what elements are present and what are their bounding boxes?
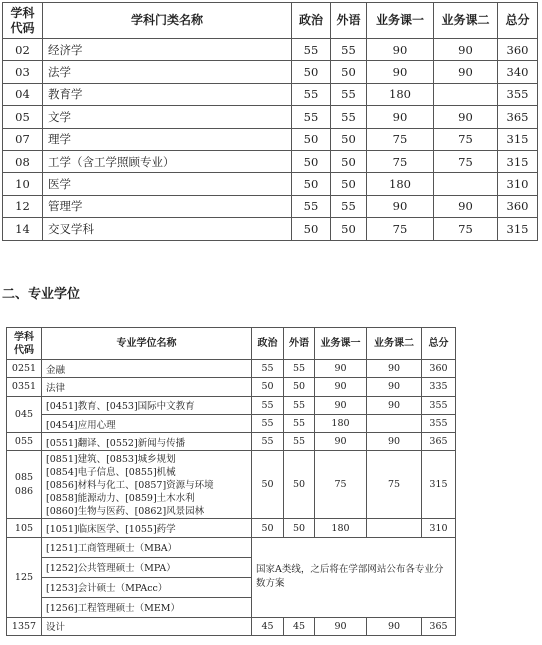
- table-row: [7, 433, 456, 451]
- table-row: [3, 61, 538, 83]
- cell-politics: 55: [252, 360, 284, 378]
- cell-politics: 55: [292, 106, 331, 128]
- cell-name: [1252]公共管理硕士（MPA）: [42, 557, 252, 577]
- cell-total: 340: [498, 61, 538, 83]
- cell-code: 125: [7, 537, 42, 617]
- cell-language: 50: [331, 150, 367, 172]
- table-header-row: [7, 328, 456, 360]
- header-total: 总分: [422, 328, 456, 360]
- header-course2: 业务课二: [434, 3, 498, 39]
- section-heading: 二、专业学位: [2, 287, 81, 302]
- cell-course2: 90: [367, 396, 422, 414]
- header-course2: 业务课二: [367, 328, 422, 360]
- header-name: 学科门类名称: [43, 3, 292, 39]
- cell-language: 55: [284, 433, 315, 451]
- table-header-row: [3, 3, 538, 39]
- cell-politics: 55: [252, 433, 284, 451]
- cell-course1: 90: [367, 106, 434, 128]
- cell-total: 365: [422, 617, 456, 635]
- cell-course1: 75: [367, 150, 434, 172]
- cell-code: 02: [3, 39, 43, 61]
- table-row: [3, 218, 538, 240]
- cell-name: [0551]翻译、[0552]新闻与传播: [42, 433, 252, 451]
- table-row: [7, 378, 456, 396]
- cell-note: 国家A类线，之后将在学部网站公布各专业分数方案: [252, 537, 456, 617]
- cell-language: 50: [284, 378, 315, 396]
- cell-politics: 50: [292, 61, 331, 83]
- header-total: 总分: [498, 3, 538, 39]
- cell-language: 45: [284, 617, 315, 635]
- cell-name: 设计: [42, 617, 252, 635]
- cell-course1: 180: [315, 519, 367, 537]
- header-code-label: 学科 代码: [10, 5, 35, 35]
- cell-politics: 50: [292, 128, 331, 150]
- cell-course1: 180: [367, 83, 434, 105]
- cell-language: 50: [331, 173, 367, 195]
- cell-total: 310: [422, 519, 456, 537]
- cell-total: 335: [422, 378, 456, 396]
- cell-politics: 50: [292, 218, 331, 240]
- cell-course2: [434, 83, 498, 105]
- header-politics: 政治: [252, 328, 284, 360]
- cell-course1: 90: [367, 195, 434, 217]
- cell-name: [1253]会计硕士（MPAcc）: [42, 577, 252, 597]
- cell-code-1: 085: [14, 471, 34, 483]
- cell-total: 315: [498, 150, 538, 172]
- cell-course2: 75: [434, 128, 498, 150]
- cell-course1: 90: [315, 396, 367, 414]
- cell-code: 14: [3, 218, 43, 240]
- cell-language: 50: [284, 519, 315, 537]
- cell-language: 55: [331, 83, 367, 105]
- cell-course1: 90: [367, 61, 434, 83]
- cell-code: 045: [7, 396, 42, 433]
- cell-name: 教育学: [43, 83, 292, 105]
- name-line: [0860]生物与医药、[0862]风景园林: [46, 506, 205, 518]
- cell-total: 355: [498, 83, 538, 105]
- cell-course2: 90: [434, 106, 498, 128]
- cell-politics: 50: [292, 150, 331, 172]
- cell-total: 315: [498, 128, 538, 150]
- header-course1: 业务课一: [367, 3, 434, 39]
- cell-politics: 50: [292, 173, 331, 195]
- name-line: [0858]能源动力、[0859]土木水利: [46, 493, 195, 505]
- cell-politics: 55: [292, 195, 331, 217]
- cell-politics: 50: [252, 378, 284, 396]
- cell-course2: 75: [367, 451, 422, 519]
- cell-name: [42, 451, 252, 519]
- cell-code: 0251: [7, 360, 42, 378]
- cell-politics: 55: [292, 83, 331, 105]
- name-line: [0854]电子信息、[0855]机械: [46, 467, 176, 479]
- cell-code: 105: [7, 519, 42, 537]
- cell-name: 理学: [43, 128, 292, 150]
- cell-total: 315: [422, 451, 456, 519]
- cell-code: [7, 451, 42, 519]
- cell-course2: 90: [434, 61, 498, 83]
- table-row: [3, 173, 538, 195]
- cell-name: 工学（含工学照顾专业）: [43, 150, 292, 172]
- header-code: [3, 3, 43, 39]
- cell-total: 355: [422, 414, 456, 432]
- cell-total: 360: [498, 39, 538, 61]
- cell-code: 03: [3, 61, 43, 83]
- cell-name: [1051]临床医学、[1055]药学: [42, 519, 252, 537]
- cell-total: 355: [422, 396, 456, 414]
- cell-language: 55: [284, 396, 315, 414]
- cell-course1: 75: [315, 451, 367, 519]
- cell-name: 金融: [42, 360, 252, 378]
- table-row: [3, 106, 538, 128]
- cell-name: 管理学: [43, 195, 292, 217]
- cell-total: 310: [498, 173, 538, 195]
- cell-code: 1357: [7, 617, 42, 635]
- name-line: [0856]材料与化工、[0857]资源与环境: [46, 480, 214, 492]
- table-row: [3, 195, 538, 217]
- cell-course1: 90: [315, 617, 367, 635]
- header-name: 专业学位名称: [42, 328, 252, 360]
- cell-language: 50: [331, 128, 367, 150]
- cell-course2: 90: [434, 195, 498, 217]
- cell-course1: 90: [315, 433, 367, 451]
- cell-course1: 90: [315, 360, 367, 378]
- cell-language: 50: [284, 451, 315, 519]
- cell-code: 0351: [7, 378, 42, 396]
- header-politics: 政治: [292, 3, 331, 39]
- cell-politics: 55: [252, 396, 284, 414]
- cell-total: 360: [422, 360, 456, 378]
- cell-politics: 50: [252, 519, 284, 537]
- cell-course2: 90: [367, 360, 422, 378]
- cell-code-2: 086: [14, 485, 34, 497]
- cell-total: 360: [498, 195, 538, 217]
- cell-total: 365: [422, 433, 456, 451]
- professional-degree-score-table: [6, 327, 456, 636]
- cell-course1: 90: [367, 39, 434, 61]
- cell-language: 50: [331, 61, 367, 83]
- cell-name: [0454]应用心理: [42, 414, 252, 432]
- header-code-label: 学科 代码: [14, 331, 34, 356]
- header-course1: 业务课一: [315, 328, 367, 360]
- table-row: [3, 83, 538, 105]
- cell-course2: 90: [367, 617, 422, 635]
- cell-name: 文学: [43, 106, 292, 128]
- cell-name: 经济学: [43, 39, 292, 61]
- cell-name: 医学: [43, 173, 292, 195]
- cell-name: 法学: [43, 61, 292, 83]
- cell-total: 365: [498, 106, 538, 128]
- cell-course2: 75: [434, 150, 498, 172]
- cell-course1: 180: [367, 173, 434, 195]
- cell-course1: 180: [315, 414, 367, 432]
- cell-language: 50: [331, 218, 367, 240]
- name-line: [0851]建筑、[0853]城乡规划: [46, 454, 176, 466]
- cell-course2: 90: [367, 378, 422, 396]
- cell-name: 法律: [42, 378, 252, 396]
- cell-name: [1256]工程管理硕士（MEM）: [42, 597, 252, 617]
- cell-code: 04: [3, 83, 43, 105]
- cell-code: 07: [3, 128, 43, 150]
- table-row: [3, 128, 538, 150]
- cell-name: [1251]工商管理硕士（MBA）: [42, 537, 252, 557]
- cell-politics: 55: [252, 414, 284, 432]
- cell-code: 10: [3, 173, 43, 195]
- table-row: [7, 617, 456, 635]
- cell-name: 交叉学科: [43, 218, 292, 240]
- table-row: [7, 451, 456, 519]
- cell-language: 55: [331, 195, 367, 217]
- cell-course2: [434, 173, 498, 195]
- cell-course2: 75: [434, 218, 498, 240]
- cell-course1: 75: [367, 128, 434, 150]
- cell-course1: 90: [315, 378, 367, 396]
- cell-code: 12: [3, 195, 43, 217]
- cell-politics: 50: [252, 451, 284, 519]
- cell-total: 315: [498, 218, 538, 240]
- cell-language: 55: [284, 414, 315, 432]
- table-row: [7, 396, 456, 414]
- cell-politics: 55: [292, 39, 331, 61]
- table-row: [3, 39, 538, 61]
- cell-language: 55: [284, 360, 315, 378]
- cell-language: 55: [331, 106, 367, 128]
- cell-course1: 75: [367, 218, 434, 240]
- cell-politics: 45: [252, 617, 284, 635]
- cell-course2: 90: [434, 39, 498, 61]
- header-code: [7, 328, 42, 360]
- table-row: [7, 537, 456, 557]
- cell-code: 05: [3, 106, 43, 128]
- cell-code: 055: [7, 433, 42, 451]
- header-language: 外语: [331, 3, 367, 39]
- header-language: 外语: [284, 328, 315, 360]
- cell-name: [0451]教育、[0453]国际中文教育: [42, 396, 252, 414]
- table-row: [7, 414, 456, 432]
- cell-language: 55: [331, 39, 367, 61]
- academic-degree-score-table: [2, 2, 538, 241]
- table-row: [7, 360, 456, 378]
- table-row: [7, 519, 456, 537]
- cell-course2: [367, 414, 422, 432]
- cell-code: 08: [3, 150, 43, 172]
- cell-course2: [367, 519, 422, 537]
- table-row: [3, 150, 538, 172]
- cell-course2: 90: [367, 433, 422, 451]
